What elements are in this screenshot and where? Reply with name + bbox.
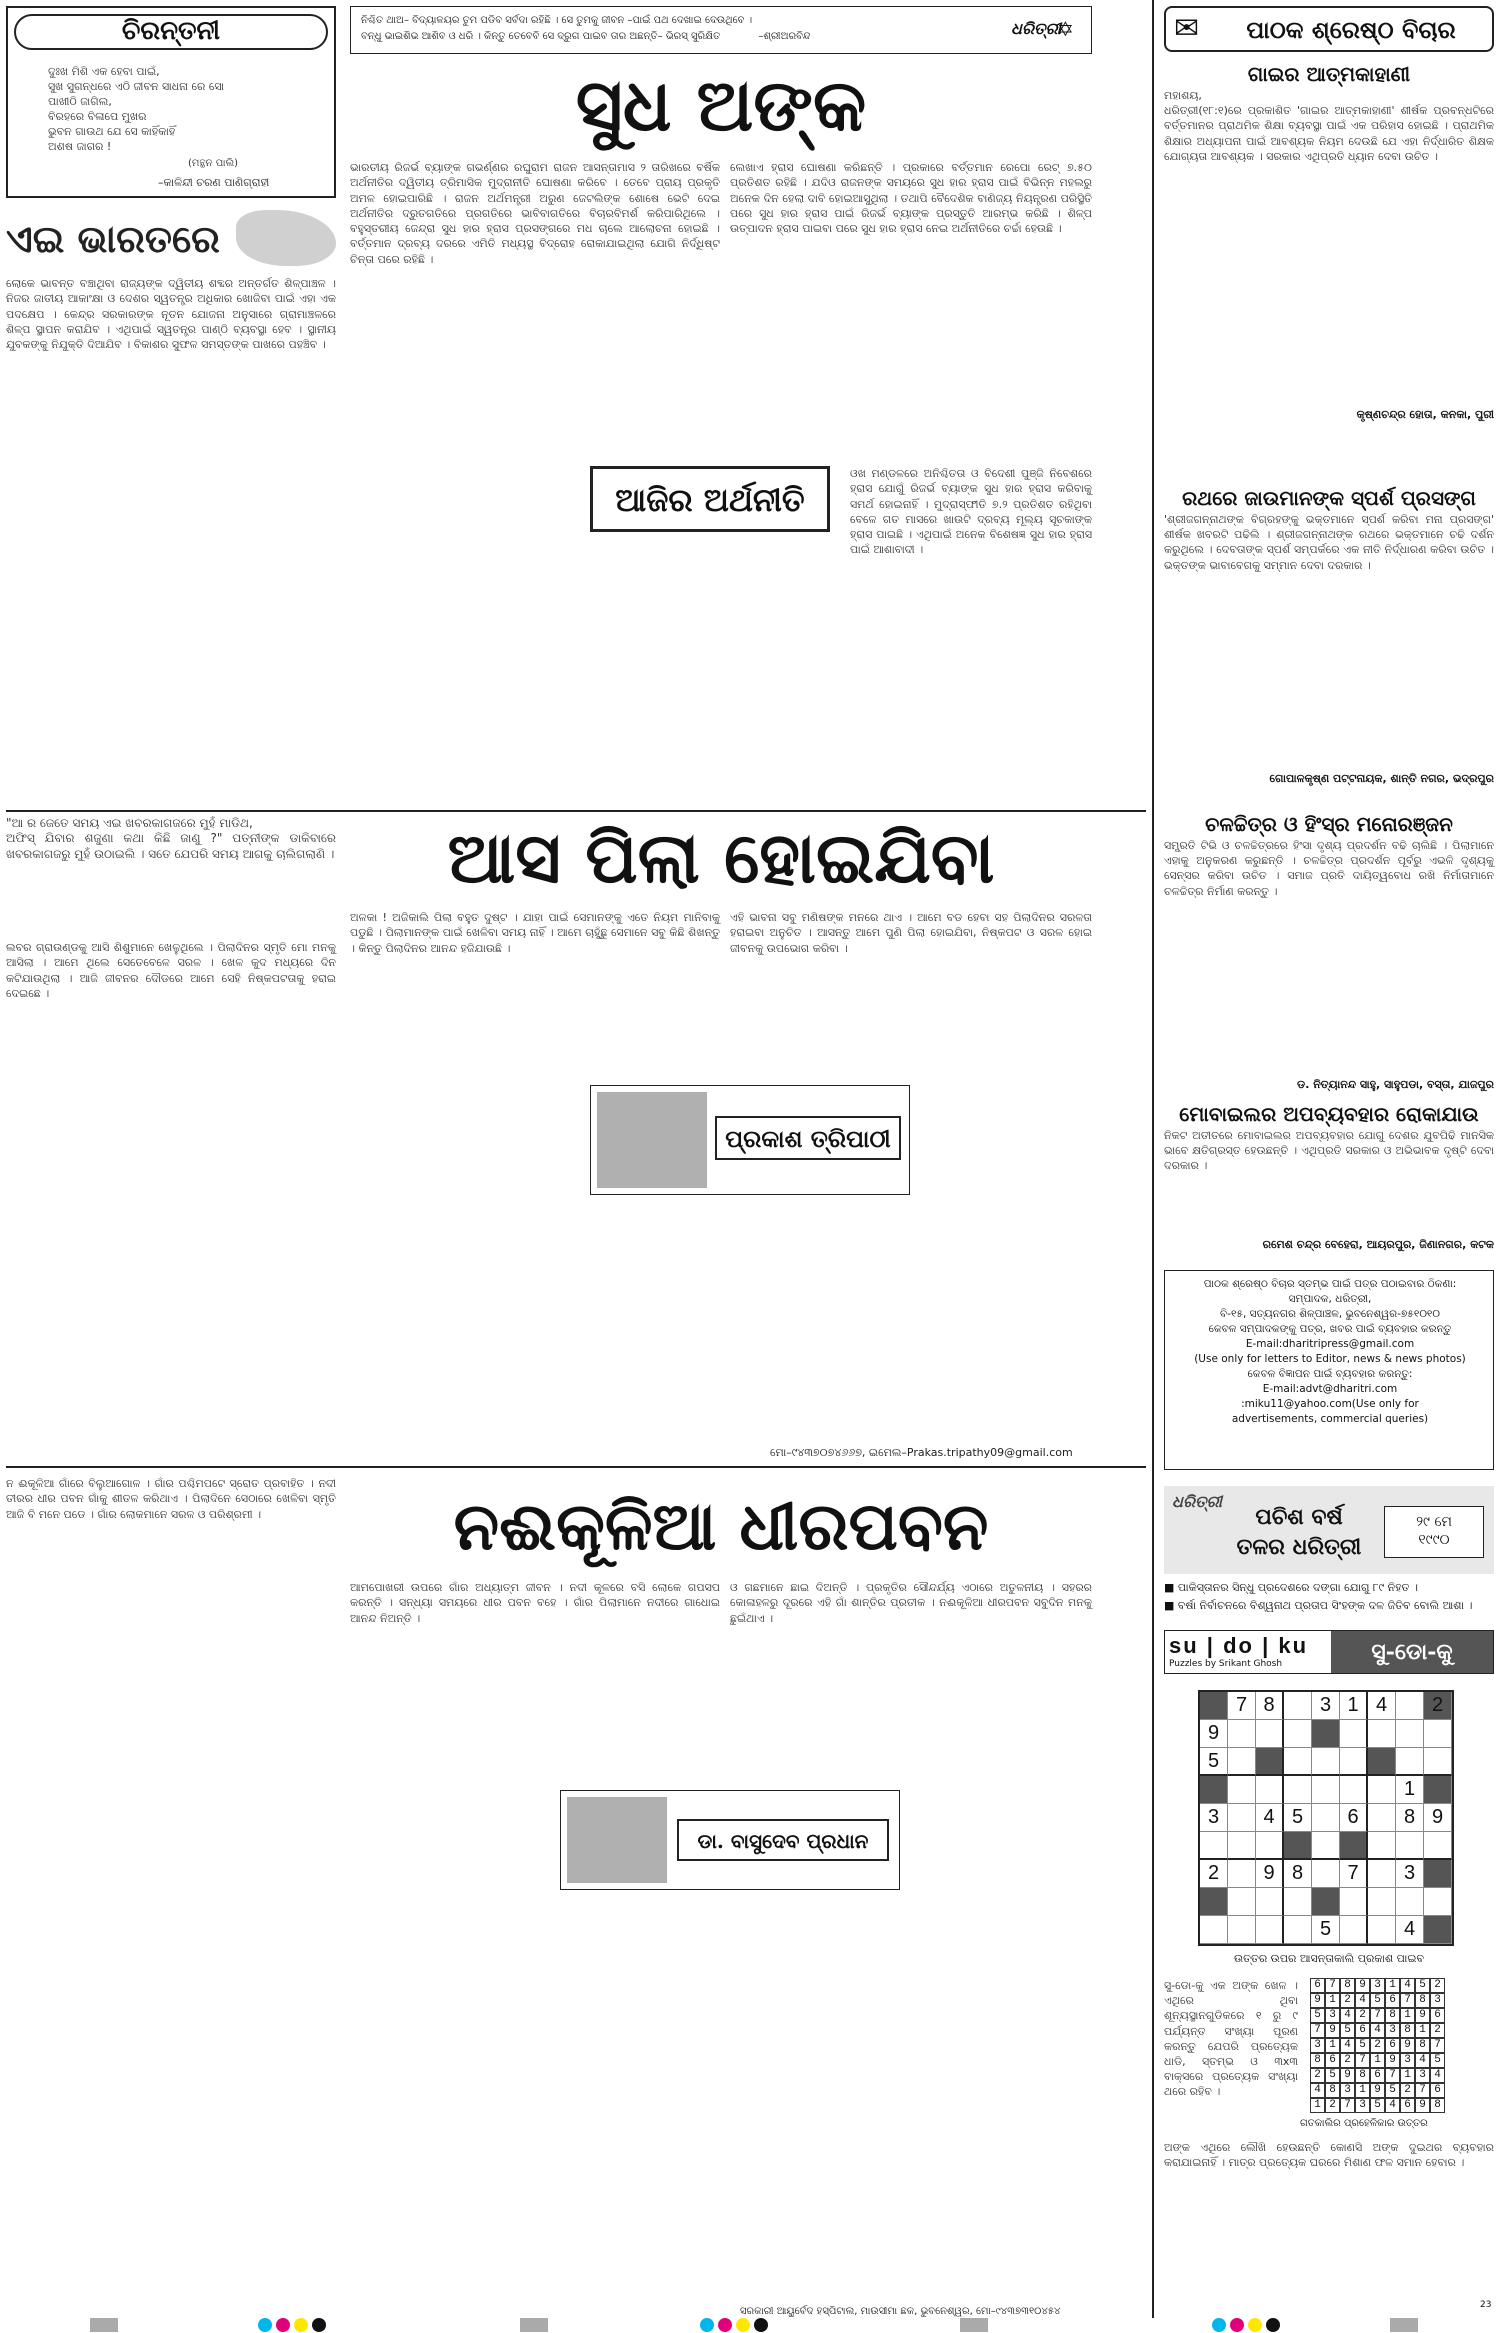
letter-2-body: 'ଶ୍ରୀଜଗନ୍ନାଥଙ୍କ ବିଗ୍ରହଙ୍କୁ ଭକ୍ତମାନେ ସ୍ପର୍ଶ କରିବା ମନା ପ୍ରସଙ୍ଗ' ଶୀର୍ଷକ ଖବରଟି ପଢିଲି । ଶ୍ରୀଜଗନ୍ନାଥଙ୍କ ରଥରେ ଭକ୍ତମାନେ ଚଢି ଦର୍ଶନ କରୁଥିଲେ । ଦେବତାଙ୍କ ସ୍ପର୍ଶ ସମ୍ପର୍କରେ ଏକ ନୀତି ନିର୍ଦ୍ଧାରଣ କରିବା ଉଚିତ । ଭକ୍ତଙ୍କ ଭାବାବେଗକୁ ସମ୍ମାନ ଦେବା ଦରକାର । (1164, 513, 1498, 572)
magenta-dot (1230, 2318, 1244, 2332)
letter-1-sign: କୃଷ୍ଣଚନ୍ଦ୍ର ହୋତା, କନକା, ପୁରୀ (1356, 408, 1494, 421)
pachisha-date-box (1384, 1506, 1484, 1558)
sudoku-cell: 9 (1424, 1804, 1452, 1832)
sudoku-answer-cell: 1 (1385, 1978, 1400, 1993)
quote-text: ନିଶ୍ଚିତ ଥାଅ– ବିଦ୍ୟାଳୟର ତୁମ ପଡିବ ସର୍ବଦା ରହିଛି । ସେ ତୁମକୁ ଜୀବନ –ପାଇଁ ପଥ ଦେଖାଇ ଦେଉଥିବେ । ବନ୍ଧୁ ଭାଇଶିଭ ଆଶିବ ଓ ଧରି । କିନ୍ତୁ ତେବେବି ସେ ଦ୍ରୁଗ ପାଇବ ତାର ଅଛନ୍ତି– ଭିରସ୍ ସୁରିକ୍ଷିତ –ଶ୍ରୀଅରବିନ୍ଦ (361, 15, 811, 42)
sudoku-cell: 9 (1256, 1860, 1284, 1888)
grey-mark-1 (90, 2318, 118, 2332)
divider-vert (1152, 0, 1154, 2318)
sudoku-cell (1424, 1916, 1452, 1944)
sudoku-cell (1340, 1720, 1368, 1748)
sudoku-answer-cell: 4 (1355, 1993, 1370, 2008)
sudoku-answer-cell: 9 (1355, 1978, 1370, 1993)
sudoku-cell: 5 (1284, 1804, 1312, 1832)
letters-header-box (1164, 6, 1494, 52)
sudoku-cell (1312, 1804, 1340, 1832)
sudoku-cell: 3 (1312, 1692, 1340, 1720)
sudoku-cell (1424, 1888, 1452, 1916)
sudoku-cell (1396, 1888, 1424, 1916)
sudoku-answer-cell: 6 (1325, 2053, 1340, 2068)
pachisha-item-1-text: ପାକିସ୍ତାନର ସିନ୍ଧୁ ପ୍ରଦେଶରେ ଦଙ୍ଗା ଯୋଗୁ ୮୯ ନିହତ । (1177, 1581, 1418, 1594)
sudoku-answer-cell: 7 (1370, 2008, 1385, 2023)
bullet-icon: ■ (1164, 1599, 1178, 1612)
sudoku-cell (1200, 1888, 1228, 1916)
sudoku-answer-cell: 3 (1355, 2098, 1370, 2113)
sudoku-cell (1368, 1832, 1396, 1860)
sudoku-answer-cell: 3 (1325, 2008, 1340, 2023)
sudoku-cell (1340, 1916, 1368, 1944)
sudoku-answer-cell: 9 (1415, 2098, 1430, 2113)
letter-3-title: ଚଳଚ୍ଚିତ୍ର ଓ ହିଂସ୍ର ମନୋରଞ୍ଜନ (1205, 812, 1453, 836)
sudoku-cell (1284, 1720, 1312, 1748)
sudoku-cell (1284, 1692, 1312, 1720)
sudoku-cell (1368, 1720, 1396, 1748)
sudoku-cell (1228, 1776, 1256, 1804)
sudoku-answer-cell: 4 (1340, 2008, 1355, 2023)
sudoku-answer-grid (1310, 1978, 1445, 2113)
sudoku-answer-cell: 1 (1355, 2083, 1370, 2098)
quote-box (350, 6, 1092, 54)
sudoku-logo-ku: ku (1278, 1633, 1309, 1658)
sudoku-cell (1284, 1888, 1312, 1916)
sudoku-odia-title: ସୁ-ଡୋ-କୁ (1331, 1631, 1493, 1673)
sudoku-cell (1424, 1776, 1452, 1804)
sudoku-answer-cell: 8 (1325, 2083, 1340, 2098)
sudoku-answer-cell: 5 (1340, 2023, 1355, 2038)
page-number: 23 (1480, 2300, 1492, 2310)
sudoku-cell (1312, 1748, 1340, 1776)
sudoku-answer-cell: 4 (1415, 2053, 1430, 2068)
sudoku-cell (1228, 1804, 1256, 1832)
sudoku-cell (1256, 1916, 1284, 1944)
pachisha-box (1164, 1486, 1494, 1574)
sudoku-cell: 8 (1396, 1804, 1424, 1832)
sudoku-answer-cell: 5 (1310, 2008, 1325, 2023)
sudoku-answer-cell: 9 (1370, 2083, 1385, 2098)
aasa-author: ପ୍ରକାଶ ତ୍ରିପାଠୀ (725, 1124, 891, 1153)
pachisha-brand: ଧରିତ୍ରୀ (1172, 1492, 1222, 1511)
sudoku-cell (1396, 1720, 1424, 1748)
sudoku-answer-cell: 2 (1430, 1978, 1445, 1993)
sudoku-header (1164, 1630, 1494, 1674)
sudoku-answer-cell: 3 (1370, 1978, 1385, 1993)
sudoku-cell (1424, 1748, 1452, 1776)
sudoku-answer-cell: 3 (1340, 2083, 1355, 2098)
sudoku-cell (1396, 1832, 1424, 1860)
sudoku-cell (1424, 1860, 1452, 1888)
sudoku-answer-cell: 1 (1310, 2098, 1325, 2113)
naikulia-col2: ଆମପୋଖରୀ ଉପରେ ଗାଁର ଅଧ୍ୟାତ୍ମ ଜୀବନ । ନଦୀ କୂଳରେ ବସି ଲୋକେ ଗପସପ କରନ୍ତି । ସନ୍ଧ୍ୟା ସମୟରେ ଧୀର ପବନ ବହେ । ଗାଁର ପିଲାମାନେ ନଦୀରେ ଗାଧୋଇ ଆନନ୍ଦ ନିଅନ୍ତି । (350, 1581, 724, 1625)
sudoku-answer-cell: 6 (1355, 2023, 1370, 2038)
sudoku-cell: 1 (1396, 1776, 1424, 1804)
sudoku-answer-cell: 1 (1325, 1993, 1340, 2008)
pachisha-item-1 (1164, 1580, 1494, 1595)
sudoku-answer-cell: 8 (1415, 2038, 1430, 2053)
sudoku-cell: 5 (1200, 1748, 1228, 1776)
grey-mark-2 (520, 2318, 548, 2332)
sudoku-grid (1198, 1690, 1454, 1946)
sudoku-cell: 9 (1200, 1720, 1228, 1748)
sudoku-answer-cell: 2 (1430, 2023, 1445, 2038)
sudoku-cell: 7 (1340, 1860, 1368, 1888)
naikulia-author: ଡା. ବାସୁଦେବ ପ୍ରଧାନ (697, 1829, 869, 1853)
sudoku-answer-caption: ଗତକାଲିର ପ୍ରହେଳିକାର ଉତ୍ତର (1300, 2118, 1428, 2129)
sudoku-cell (1228, 1888, 1256, 1916)
letter-3-body: ସମ୍ପ୍ରତି ଟିଭି ଓ ଚଳଚ୍ଚିତ୍ରରେ ହିଂସା ଦୃଶ୍ୟ ପ୍ରଦର୍ଶନ ବଢି ଚାଲିଛି । ପିଲାମାନେ ଏହାକୁ ଅନୁକରଣ କରୁଛନ୍ତି । ଚଳଚ୍ଚିତ୍ର ପ୍ରଦର୍ଶନ ପୂର୍ବରୁ ଏଭଳି ଦୃଶ୍ୟକୁ ସେନ୍ସର କରିବା ଉଚିତ । ସମାଜ ପ୍ରତି ଦାୟିତ୍ୱବୋଧ ରଖି ନିର୍ମାତାମାନେ ଚଳଚ୍ଚିତ୍ର ନିର୍ମାଣ କରନ୍ତୁ । (1164, 839, 1498, 898)
sudoku-answer-cell: 7 (1310, 2023, 1325, 2038)
sudoku-answer-cell: 6 (1430, 2008, 1445, 2023)
grey-mark-4 (1390, 2318, 1418, 2332)
sudoku-answer-cell: 5 (1325, 2068, 1340, 2083)
sudoku-answer-cell: 9 (1310, 1993, 1325, 2008)
sudoku-cell (1284, 1776, 1312, 1804)
sudoku-answer-cell: 2 (1340, 1993, 1355, 2008)
poem-box (6, 6, 336, 198)
letter-4-title: ମୋବାଇଲର ଅପବ୍ୟବହାର ରୋକାଯାଉ (1179, 1102, 1479, 1126)
pachisha-date: ୨୯ ମେ ୧୯୯୦ (1416, 1514, 1452, 1548)
aajira-label: ଆଜିର ଅର୍ଥନୀତି (615, 481, 805, 519)
sudoku-answer-cell: 1 (1370, 2053, 1385, 2068)
sudoku-answer-cell: 5 (1355, 2038, 1370, 2053)
sudoku-cell (1424, 1832, 1452, 1860)
aasa-contact: ମୋ–୯୪୩୭୦୭୪୬୬୭, ଇମେଲ–Prakas.tripathy09@gmail.com (770, 1446, 1073, 1459)
letter-1-body: ମହାଶୟ, ଧରିତ୍ରୀ(୧୮:୧)ରେ ପ୍ରକାଶିତ 'ଗାଇର ଆତ୍ମକାହାଣୀ' ଶୀର୍ଷକ ପ୍ରବନ୍ଧଟିରେ ବର୍ତ୍ତମାନର ପ୍ରାଥମିକ ଶିକ୍ଷା ବ୍ୟବସ୍ଥା ପାଇଁ ଏକ ପରିହାସ ହୋଇଛି । ପ୍ରାଥମିକ ଶିକ୍ଷାର ଅଧ୍ୟାପନା ପାଇଁ ଆବଶ୍ୟକ ନିୟମ ଦେଉଛି ଯେ ଏହା ନିର୍ଦ୍ଧାରିତ ଶିକ୍ଷକ ଯୋଗ୍ୟତା ଆବଶ୍ୟକ । ସରକାର ଏଥିପ୍ରତି ଧ୍ୟାନ ଦେବା ଉଚିତ । (1164, 89, 1494, 163)
poem-lines: ଦୁଃଖ ମିଶି ଏକ ହେବା ପାଇଁ, ସୁଖ ସୁଗନ୍ଧରେ ଏଠି ଜୀବନ ସାଧନା ରେ ସୋ ପାଖୀଠି ଜାଗିଲ, ବିରହରେ ବିଳାପେ ମୁଖର ଭୁବନ ଗାଉଥ ଯେ ସେ କାହିଁକାହିଁ ଅଶଷ ଜାଗର ! (48, 65, 225, 153)
poem-title: ଚିରନ୍ତନୀ (121, 16, 221, 46)
sudoku-answer-cell: 4 (1430, 2068, 1445, 2083)
sudoku-cell (1256, 1888, 1284, 1916)
sudoku-cell (1228, 1832, 1256, 1860)
sudoku-cell: 8 (1284, 1860, 1312, 1888)
sudoku-answer-cell: 4 (1385, 2098, 1400, 2113)
epaper-body: ଲୋକେ ଭାବନ୍ତ ବଞ୍ଚାଥିବା ରାଜ୍ୟଙ୍କ ଦ୍ୱିତୀୟ ଶବ୍ଦର ଅନ୍ତର୍ଗତ ଶିଳ୍ପାଞ୍ଚଳ । ନିଜର ଜାତୀୟ ଆକାଂକ୍ଷା ଓ ଦେଶର ସ୍ୱତନ୍ତ୍ର ଅଧିକାର ଖୋଜିବା ପାଇଁ ଏହା ଏକ ପଦକ୍ଷେପ । କେନ୍ଦ୍ର ସରକାରଙ୍କ ନୂତନ ଯୋଜନା ଅନୁସାରେ ଗ୍ରାମାଞ୍ଚଳରେ ଶିଳ୍ପ ସ୍ଥାପନ କରାଯିବ । ଏଥିପାଇଁ ସ୍ୱତନ୍ତ୍ର ପାଣ୍ଠି ବ୍ୟବସ୍ଥା ହେବ । ସ୍ଥାନୀୟ ଯୁବକଙ୍କୁ ନିଯୁକ୍ତି ଦିଆଯିବ । ବିକାଶର ସୁଫଳ ସମସ୍ତଙ୍କ ପାଖରେ ପହଞ୍ଚିବ । (6, 277, 340, 352)
sudoku-cell (1312, 1720, 1340, 1748)
letter-4-body: ନିକଟ ଅତୀତରେ ମୋବାଇଲର ଅପବ୍ୟବହାର ଯୋଗୁ ଦେଶର ଯୁବପିଢି ମାନସିକ ଭାବେ କ୍ଷତିଗ୍ରସ୍ତ ହେଉଛନ୍ତି । ଏଥିପ୍ରତି ସରକାର ଓ ଅଭିଭାବକ ଦୃଷ୍ଟି ଦେବା ଦରକାର । (1164, 1129, 1498, 1173)
sudoku-cell: 4 (1396, 1916, 1424, 1944)
sudoku-answer-cell: 7 (1325, 1978, 1340, 1993)
sudoku-cell (1312, 1888, 1340, 1916)
pachisha-title2: ତଳର ଧରିତ୍ରୀ (1236, 1534, 1362, 1560)
sudoku-cell (1368, 1888, 1396, 1916)
sudoku-answer-cell: 8 (1310, 2053, 1325, 2068)
sudoku-answer-cell: 5 (1415, 1978, 1430, 1993)
sudoku-cell (1340, 1888, 1368, 1916)
sudoku-cell (1256, 1748, 1284, 1776)
sudoku-answer-cell: 8 (1340, 1978, 1355, 1993)
sudoku-answer-cell: 2 (1310, 2068, 1325, 2083)
grey-mark-3 (960, 2318, 988, 2332)
letters-contact: ପାଠକ ଶ୍ରେଷ୍ଠ ବିଚାର ସ୍ତମ୍ଭ ପାଇଁ ପତ୍ର ପଠାଇବାର ଠିକଣା: ସମ୍ପାଦକ, ଧରିତ୍ରୀ, ବି-୧୫, ସତ୍ୟନଗର ଶିଳ୍ପାଞ୍ଚଳ, ଭୁବନେଶ୍ୱର-୭୫୧୦୧୦ କେବଳ ସମ୍ପାଦକଙ୍କୁ ପତ୍ର, ଖବର ପାଇଁ ବ୍ୟବହାର କରନ୍ତୁ E-mail:dharitripress@gmail.com (Use only for letters to Editor, news & news photos) କେବଳ ବିଜ୍ଞାପନ ପାଇଁ ବ୍ୟବହାର କରନ୍ତୁ: E-mail:advt@dharitri.com :miku11@yahoo.com(Use only for advertisements, commercial queries) (1194, 1278, 1466, 1425)
letter-2-sign: ଗୋପାଳକୃଷ୍ଣ ପଟ୍ଟନାୟକ, ଶାନ୍ତି ନଗର, ଭଦ୍ରପୁର (1269, 772, 1494, 785)
sudoku-answer-cell: 3 (1400, 2053, 1415, 2068)
sudoku-cell: 7 (1228, 1692, 1256, 1720)
sudoku-cell (1256, 1832, 1284, 1860)
sudoku-answer-cell: 3 (1310, 2038, 1325, 2053)
sudoku-answer-cell: 6 (1370, 2068, 1385, 2083)
naikulia-col1: ନ ଈକୂଳିଆ ଗାଁରେ ବିଲୁଆଗୋଳ । ଗାଁର ପଶ୍ଚିମପଟେ ସ୍ରୋତ ପ୍ରବାହିତ । ନଦୀ ତୀରର ଧୀର ପବନ ଗାଁକୁ ଶୀତଳ କରିଥାଏ । ପିଲାଦିନେ ସେଠାରେ ଖେଳିବା ସ୍ମୃତି ଆଜି ବି ମନେ ପଡେ । ଗାଁର ଲୋକମାନେ ସରଳ ଓ ପରିଶ୍ରମୀ । (6, 1477, 340, 1521)
poem-source: (ମନ୍ଥନ ପାଲି) (188, 158, 239, 169)
star-icon: ✡ (1057, 17, 1074, 41)
aasa-headline: ଆସ ପିଲା ହୋଇଯିବା (447, 816, 995, 899)
sudoku-cell (1256, 1776, 1284, 1804)
magenta-dot (276, 2318, 290, 2332)
aajira-col2: ଲେଖାଏ ହ୍ରାସ ଘୋଷଣା କରିଛନ୍ତି । ପ୍ରକାରେ ବର୍ତ୍ତମାନ ରେପୋ ରେଟ୍ ୭.୫୦ ପ୍ରତିଶତ ରହିଛି । ଯଦିଓ ରାଜନଙ୍କ ସମୟରେ ସୁଧ ହାର ହ୍ରାସ ପାଇଁ ବିଭିନ୍ନ ମହଲରୁ ଅନେକ ଦିନ ହେଲା ଦାବି ହୋଇଆସୁଥିଲା । ତଥାପି ବୈଦେଶିକ ବାଣିଜ୍ୟ ନିୟନ୍ତ୍ରଣ ପରିସ୍ଥିତି ପରେ ସୁଧ ହାର ହ୍ରାସ ପାଇଁ ରିଜର୍ଭ ବ୍ୟାଙ୍କ ପ୍ରସ୍ତୁତି ଆରମ୍ଭ କରିଛି । ଶିଳ୍ପ ଉତ୍ପାଦନ ହ୍ରାସ ପାଇବା ପରେ ସୁଧ ହାର ହ୍ରାସ ନେଇ ଅର୍ଥନୀତିରେ ଚର୍ଚ୍ଚା ହେଉଛି । (730, 161, 1096, 236)
epaper-logo (6, 210, 336, 266)
sudoku-answer-cell: 6 (1400, 2098, 1415, 2113)
aasa-author-photo (597, 1092, 707, 1188)
sudoku-cell (1200, 1916, 1228, 1944)
sudoku-cell (1340, 1748, 1368, 1776)
sudoku-cell: 5 (1312, 1916, 1340, 1944)
sudoku-cell (1200, 1692, 1228, 1720)
sudoku-cell (1368, 1804, 1396, 1832)
sudoku-answer-cell: 8 (1430, 2098, 1445, 2113)
sudoku-answer-cell: 8 (1415, 1993, 1430, 2008)
sudoku-answer-cell: 9 (1415, 2008, 1430, 2023)
yellow-dot (1248, 2318, 1262, 2332)
sudoku-cell (1228, 1860, 1256, 1888)
sudoku-answer-cell: 4 (1310, 2083, 1325, 2098)
india-map-icon (236, 210, 336, 266)
sudoku-caption: ଉତ୍ତର ଉପର ଆସନ୍ତାକାଲି ପ୍ରକାଶ ପାଇବ (1233, 1952, 1425, 1965)
sudoku-cell: 3 (1396, 1860, 1424, 1888)
sudoku-answer-cell: 1 (1325, 2038, 1340, 2053)
letter-2 (1164, 484, 1498, 786)
quote-brand: ଧରିତ୍ରୀ (1011, 19, 1061, 38)
sudoku-cell (1368, 1860, 1396, 1888)
aasa-col2: ଅଳକା ! ଅଜିକାଲି ପିଲା ବହୁତ ଦୁଷ୍ଟ । ଯାହା ପାଇଁ ସେମାନଙ୍କୁ ଏତେ ନିୟମ ମାନିବାକୁ ପଡୁଛି । ପିଲାମାନଙ୍କ ପାଇଁ ଖେଳିବା ସମୟ ନାହିଁ । ଆମେ ଚାହୁଁଛୁ ସେମାନେ ସବୁ କିଛି ଶିଖନ୍ତୁ । କିନ୍ତୁ ପିଲାଦିନର ଆନନ୍ଦ ହଜିଯାଉଛି । (350, 911, 724, 955)
black-dot (754, 2318, 768, 2332)
sudoku-answer-cell: 4 (1340, 2038, 1355, 2053)
aasa-col1: ଲବର ଗ୍ରାଉଣ୍ଡକୁ ଆସି ଶିଶୁମାନେ ଖେଳୁଥିଲେ । ପିଲାଦିନର ସ୍ମୃତି ମୋ ମନକୁ ଆସିଲା । ଆମେ ଥିଲେ ସେତେବେଳେ ସରଳ । ଖେଳ କୁଦ ମଧ୍ୟରେ ଦିନ କଟିଯାଉଥିଲା । ଆଜି ଜୀବନର ଦୌଡରେ ଆମେ ସେହି ନିଷ୍କପଟତାକୁ ହରାଇ ଦେଇଛେ । (6, 941, 340, 1000)
sudoku-answer-cell: 5 (1385, 2083, 1400, 2098)
sudoku-cell (1200, 1832, 1228, 1860)
sudoku-cell (1424, 1720, 1452, 1748)
sudoku-cell (1312, 1860, 1340, 1888)
sudoku-cell (1228, 1916, 1256, 1944)
aasa-col3: ଏହି ଭାବନା ସବୁ ମଣିଷଙ୍କ ମନରେ ଥାଏ । ଆମେ ବଡ ହେବା ସହ ପିଲାଦିନର ସରଳତା ହରାଇବା ଅନୁଚିତ । ଆସନ୍ତୁ ଆମେ ପୁଣି ପିଲା ହୋଇଯିବା, ନିଷ୍କପଟ ଓ ସରଳ ହୋଇ ଜୀବନକୁ ଉପଭୋଗ କରିବା । (730, 911, 1096, 955)
sudoku-cell: 6 (1340, 1804, 1368, 1832)
sudoku-cell (1340, 1832, 1368, 1860)
sudoku-cell (1284, 1832, 1312, 1860)
sudoku-answer-cell: 9 (1385, 2053, 1400, 2068)
sudoku-answer-cell: 5 (1370, 1993, 1385, 2008)
naikulia-headline: ନଈକୂଳିଆ ଧୀରପବନ (453, 1487, 989, 1565)
sudoku-byline: Puzzles by Srikant Ghosh (1169, 1659, 1283, 1669)
naikulia-author-photo (567, 1797, 667, 1883)
sudoku-logo: su | do | ku (1169, 1633, 1309, 1658)
pachisha-item-2 (1164, 1598, 1494, 1613)
sudoku-answer-cell: 3 (1430, 1993, 1445, 2008)
sudoku-answer-cell: 8 (1400, 2023, 1415, 2038)
divider-mid (6, 1466, 1146, 1468)
sudoku-answer-cell: 7 (1340, 2098, 1355, 2113)
sudoku-logo-do: do (1223, 1633, 1254, 1658)
sudoku-rules: ସୁ-ଡୋ-କୁ ଏକ ଅଙ୍କ ଖେଳ । ଏଥିରେ ଥିବା ଶୂନ୍ୟସ୍ଥାନଗୁଡିକରେ ୧ ରୁ ୯ ପର୍ଯ୍ୟନ୍ତ ସଂଖ୍ୟା ପୂରଣ କରନ୍ତୁ ଯେପରି ପ୍ରତ୍ୟେକ ଧାଡି, ସ୍ତମ୍ଭ ଓ ୩x୩ ବାକ୍ସରେ ପ୍ରତ୍ୟେକ ସଂଖ୍ୟା ଥରେ ରହିବ । (1164, 1979, 1302, 2099)
sudoku-answer-cell: 8 (1355, 2068, 1370, 2083)
sudoku-cell: 4 (1368, 1692, 1396, 1720)
sudoku-cell (1256, 1720, 1284, 1748)
magenta-dot (718, 2318, 732, 2332)
aasa-lead: "ଆ ର ଜେତେ ସମୟ ଏଇ ଖବରକାଗଜରେ ମୁହଁ ମାଡିଥ, ଅଫିସ୍ ଯିବାର ଶଜୁଣା କଥା କିଛି ଜାଣୁ ?" ପତ୍ନୀଙ୍କ ଡାକିବାରେ ଖବରକାଗଜରୁ ମୁହଁ ଉଠାଇଲି । ସତେ ଯେପରି ସମୟ ଆଗକୁ ଚାଲିଗଲାଣି । (6, 816, 336, 861)
letter-4-sign: ରମେଶ ଚନ୍ଦ୍ର ବେହେରା, ଆୟରପୁର, ଜିଣାନଗର, କଟକ (1262, 1238, 1494, 1251)
sudoku-answer-cell: 4 (1400, 1978, 1415, 1993)
black-dot (312, 2318, 326, 2332)
sudoku-answer-cell: 2 (1400, 2083, 1415, 2098)
letters-contact-box (1164, 1270, 1494, 1470)
sudoku-cell: 8 (1256, 1692, 1284, 1720)
poem-author: –କାଳିନ୍ଦୀ ଚରଣ ପାଣିଗ୍ରାହୀ (158, 176, 270, 189)
sudoku-answer-cell: 9 (1325, 2023, 1340, 2038)
sudoku-cell (1396, 1748, 1424, 1776)
pachisha-item-2-text: ବର୍ଷା ନିର୍ବାଚନରେ ବିଶ୍ୱନାଥ ପ୍ରତାପ ସିଂହଙ୍କ ଦଳ ଜିତିବ ବୋଲି ଆଶା । (1177, 1599, 1473, 1612)
sudoku-cell (1340, 1776, 1368, 1804)
sudoku-cell (1228, 1720, 1256, 1748)
yellow-dot (294, 2318, 308, 2332)
sudoku-cell (1368, 1916, 1396, 1944)
sudoku-answer-cell: 7 (1400, 1993, 1415, 2008)
pachisha-title1: ପଚିଶ ବର୍ଷ (1255, 1504, 1343, 1530)
sudoku-cell: 1 (1340, 1692, 1368, 1720)
sudoku-answer-cell: 3 (1415, 2068, 1430, 2083)
sudoku-cell (1228, 1748, 1256, 1776)
sudoku-cell: 4 (1256, 1804, 1284, 1832)
bullet-icon: ■ (1164, 1581, 1178, 1594)
sudoku-answer-cell: 6 (1310, 1978, 1325, 1993)
sudoku-answer-cell: 5 (1430, 2053, 1445, 2068)
aajira-col3: ଓଖ ମଣ୍ଡଳରେ ଅନିଶ୍ଚିତତା ଓ ବିଦେଶୀ ପୁଞ୍ଜି ନିବେଶରେ ହ୍ରାସ ଯୋଗୁଁ ରିଜର୍ଭ ବ୍ୟାଙ୍କ ସୁଧ ହାର ହ୍ରାସ କରିବାକୁ ସମର୍ଥ ହୋଇନାହିଁ । ମୁଦ୍ରାସ୍ଫୀତି ୭.୨ ପ୍ରତିଶତ ରହିଥିବା ବେଳେ ଗତ ମାସରେ ଖାଉଟି ଦ୍ରବ୍ୟ ମୂଲ୍ୟ ସୂଚକାଙ୍କ ହ୍ରାସ ପାଇଛି । ଏଥିପାଇଁ ଅନେକ ବିଶେଷଜ୍ଞ ସୁଧ ହାର ହ୍ରାସ ପାଇଁ ଆଶାବାଦୀ । (850, 467, 1096, 557)
sudoku-cell (1284, 1916, 1312, 1944)
letter-3 (1164, 810, 1498, 1092)
sudoku-logo-su: su (1169, 1633, 1199, 1658)
sudoku-answer-cell: 2 (1340, 2053, 1355, 2068)
sudoku-cell (1284, 1748, 1312, 1776)
yellow-dot (736, 2318, 750, 2332)
sudoku-cell (1312, 1776, 1340, 1804)
letter-1 (1164, 60, 1494, 422)
cyan-dot (700, 2318, 714, 2332)
sudoku-cell: 2 (1424, 1692, 1452, 1720)
sudoku-answer-cell: 2 (1355, 2008, 1370, 2023)
sudoku-cell (1368, 1748, 1396, 1776)
sudoku-cell (1312, 1832, 1340, 1860)
epaper-logo-text: ଏଇ ଭାରତରେ (6, 216, 220, 261)
sudoku-answer-cell: 7 (1385, 2068, 1400, 2083)
letters-header: ପାଠକ ଶ୍ରେଷ୍ଠ ବିଚାର (1246, 15, 1456, 44)
sudoku-answer-cell: 6 (1385, 2038, 1400, 2053)
sudoku-cell (1200, 1776, 1228, 1804)
naikulia-col3: ଓ ଗଛମାନେ ଛାଇ ଦିଅନ୍ତି । ପ୍ରକୃତିର ସୌନ୍ଦର୍ଯ୍ୟ ଏଠାରେ ଅତୁଳନୀୟ । ସହରର କୋଳାହଳରୁ ଦୂରରେ ଏହି ଗାଁ ଶାନ୍ତିର ପ୍ରତୀକ । ନଈକୂଳିଆ ଧୀରପବନ ସବୁଦିନ ମନକୁ ଛୁଇଁଥାଏ । (730, 1581, 1096, 1625)
sudoku-answer-cell: 1 (1415, 2023, 1430, 2038)
sudoku-answer-cell: 6 (1430, 2083, 1445, 2098)
aajira-label-box (590, 466, 830, 532)
sudoku-answer-cell: 1 (1400, 2008, 1415, 2023)
naikulia-contact: ସରକାରୀ ଆୟୁର୍ବେଦ ହସ୍ପିଟାଲ, ମାଉସୀମା ଛକ, ଭୁବନେଶ୍ୱର, ମୋ–୯୪୩୭୩୧୦୪୫୪ (740, 2306, 1061, 2317)
sudoku-answer-cell: 9 (1400, 2038, 1415, 2053)
sudoku-answer-cell: 5 (1370, 2098, 1385, 2113)
sudoku-answer-cell: 4 (1370, 2023, 1385, 2038)
sudoku-answer-cell: 2 (1325, 2098, 1340, 2113)
sudoku-answer-cell: 8 (1385, 2008, 1400, 2023)
aajira-col1: ଭାରତୀୟ ରିଜର୍ଭ ବ୍ୟାଙ୍କ ଗଭର୍ଣ୍ଣର ରଘୁରାମ ରାଜନ ଆସନ୍ତାମାସ ୨ ତାରିଖରେ ବର୍ଷିକ ଅର୍ଥନୀତିର ଦ୍ୱିତୀୟ ତ୍ରିମାସିକ ମୁଦ୍ରାନୀତି ଘୋଷଣା କରିବେ । ତେବେ ପ୍ରାୟ ପ୍ରକୃତି ଅମଳ ହୋଇପାରିଛି । ରାଜନ ଅର୍ଥମନ୍ତ୍ରୀ ଅରୁଣ ଜେଟଲିଙ୍କ ଶୋଷେ ଭେଟି ଦେଇ ଅର୍ଥନୀତିର ଦ୍ରୁତଗତିରେ ପ୍ରଗତିରେ ଭାବିବାଗତିରେ ବିଚାରବିମର୍ଶ କରିପାରିଥିଲେ । ବହୁସ୍ତରୀୟ ଜେନ୍ଦ୍ରା ସୁଧ ହାର ହ୍ରାସ ପ୍ରସଙ୍ଗରେ ମଧ ଚାଲେ ଆଲୋଚନା ହୋଇଛି । ବର୍ତ୍ତମାନ ଦ୍ରବ୍ୟ ଦରରେ ଏମିତି ମଧ୍ୟସ୍ଥ ବିଦ୍ରୋହ ରୋକାଯାଇଥିଲା ଯୋଗି ନିର୍ଦ୍ଧିଷ୍ଟ ଚିନ୍ତା ପରେ ରହିଛି । (350, 161, 724, 266)
top-headline: ସୁଧ ଅଙ୍କ (575, 62, 867, 147)
sudoku-answer-cell: 3 (1385, 2023, 1400, 2038)
sudoku-answer-cell: 7 (1355, 2053, 1370, 2068)
sudoku-answer-cell: 1 (1400, 2068, 1415, 2083)
sudoku-answer-cell: 7 (1415, 2083, 1430, 2098)
sudoku-cell (1396, 1692, 1424, 1720)
sudoku-answer-cell: 7 (1430, 2038, 1445, 2053)
sudoku-answer-cell: 9 (1340, 2068, 1355, 2083)
envelope-icon: ✉ (1174, 11, 1200, 46)
sudoku-answer-cell: 2 (1370, 2038, 1385, 2053)
letter-2-title: ରଥରେ ଜାଉମାନଙ୍କ ସ୍ପର୍ଶ ପ୍ରସଙ୍ଗ (1182, 486, 1476, 510)
cyan-dot (1212, 2318, 1226, 2332)
sudoku-cell (1368, 1776, 1396, 1804)
sudoku-answer-cell: 6 (1385, 1993, 1400, 2008)
sudoku-footer: ଅଙ୍କ ଏଥିରେ ଲୌଖି ହେଉଛନ୍ତି କୋଣସି ଅଙ୍କ ଦୁଇଥର ବ୍ୟବହାର କରାଯାଇନାହିଁ । ମାତ୍ର ପ୍ରତ୍ୟେକ ଘରରେ ମିଶାଣ ଫଳ ସମାନ ହେବାର । (1164, 2141, 1498, 2170)
sudoku-cell: 3 (1200, 1804, 1228, 1832)
black-dot (1266, 2318, 1280, 2332)
letter-4 (1164, 1100, 1498, 1252)
cyan-dot (258, 2318, 272, 2332)
sudoku-cell: 2 (1200, 1860, 1228, 1888)
letter-1-title: ଗାଇର ଆତ୍ମକାହାଣୀ (1247, 62, 1411, 86)
letter-3-sign: ଡ. ନିତ୍ୟାନନ୍ଦ ସାହୁ, ସାହୁପଡା, ବସ୍ତା, ଯାଜପୁର (1297, 1078, 1494, 1091)
